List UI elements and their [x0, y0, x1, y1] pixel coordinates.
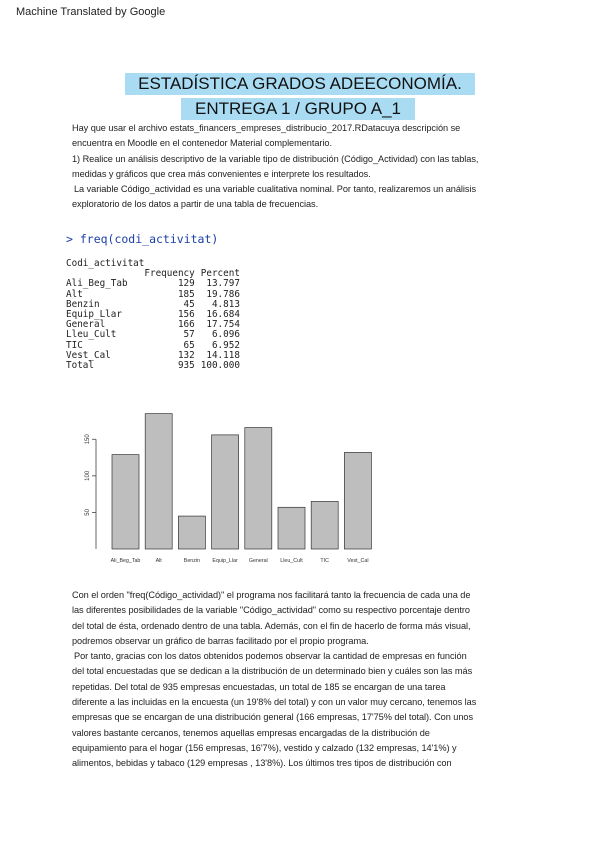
y-tick-label: 50 [85, 509, 91, 516]
percent-value: 100.000 [200, 360, 240, 372]
percent-value: 13.797 [206, 278, 240, 290]
text-line: las diferentes posibilidades de la variable "Código_actividad" como su respectivo porcentaje dentro [72, 605, 470, 616]
x-tick-label: TIC [320, 558, 329, 564]
bar-tic [311, 501, 338, 549]
text-line: podremos observar un gráfico de barras facilitado por el propio programa. [72, 635, 369, 646]
machine-translated-banner: Machine Translated by Google [16, 6, 166, 18]
text-line: valores bastante cercanos, tenemos aquellas empresas encargadas de la distribución de [72, 727, 430, 738]
category-label: Ali_Beg_Tab [66, 278, 128, 290]
frequency-value: 185 [177, 288, 195, 300]
bar-ali-beg-tab [112, 455, 139, 549]
text-line: repetidas. Del total de 935 empresas encuestadas, un total de 185 se encargan de una tarea [72, 681, 446, 692]
category-label: General [66, 319, 106, 331]
text-line: Hay que usar el archivo estats_financers_empreses_distribucio_2017.RDatacuya descripción se [72, 123, 461, 133]
text-line: Por tanto, gracias con los datos obtenidos podemos observar la cantidad de empresas en función [74, 651, 467, 662]
percent-value: 6.096 [211, 329, 240, 341]
frequency-value: 65 [183, 339, 195, 351]
text-line: encuentra en Moodle en el contenedor Material complementario. [72, 138, 332, 149]
bar-lleu-cult [278, 507, 305, 549]
frequency-value: 166 [177, 319, 195, 331]
frequency-value: 132 [177, 349, 195, 361]
x-tick-label: Equip_Llar [212, 558, 238, 564]
text-line: Con el orden "freq(Código_actividad)" el programa nos facilitará tanto la frecuencia de cada una de [72, 590, 471, 600]
category-label: Alt [66, 288, 83, 300]
text-line: alimentos, bebidas y tabaco (129 empresas , 13'8%). Los últimos tres tipos de distribución con [72, 758, 452, 769]
variable-name: Codi_activitat [66, 258, 145, 269]
frequency-value: 156 [177, 309, 195, 321]
bar-benzin [178, 516, 205, 549]
x-tick-label: Ali_Beg_Tab [110, 558, 141, 564]
frequency-value: 45 [183, 298, 195, 310]
percent-value: 17.754 [206, 319, 240, 331]
y-tick-label: 100 [85, 470, 91, 481]
bar-vest-cal [344, 452, 371, 549]
document-subtitle: ENTREGA 1 / GRUPO A_1 [181, 98, 415, 120]
category-label: Total [66, 360, 94, 372]
percent-value: 16.684 [206, 309, 240, 321]
bar-general [245, 428, 272, 549]
x-tick-label: General [248, 558, 268, 564]
text-line: diferente a las incluidas en la encuesta (un 19'8% del total) y con un valor muy cercano, tenemos las [72, 697, 477, 708]
document-title: ESTADÍSTICA GRADOS ADEECONOMÍA. [125, 73, 475, 95]
intro-paragraph [72, 121, 542, 213]
x-tick-label: Lleu_Cult [280, 558, 303, 564]
text-line: del total de ésta, ordenado dentro de una tabla. Además, con el fin de hacerlo de forma más visual, [72, 620, 471, 631]
bar-chart [76, 402, 386, 577]
text-line: empresas que se encargan de una distribución general (166 empresas, 17'75% del total). Con unos [72, 712, 473, 723]
frequency-value: 935 [177, 360, 195, 372]
x-tick-label: Benzin [183, 558, 201, 564]
category-label: Equip_Llar [66, 309, 122, 321]
percent-value: 6.952 [211, 339, 240, 351]
x-tick-label: Vest_Cal [347, 558, 369, 564]
text-line: equipamiento para el hogar (156 empresas, 16'7%), vestido y calzado (132 empresas, 14'1%) y [72, 742, 457, 753]
bar-equip-llar [212, 435, 239, 549]
category-label: Lleu_Cult [66, 329, 117, 341]
text-line: del total encuestadas que se dedican a la distribución de un determinado bien y cuáles son las más [72, 666, 473, 677]
column-header-frequency: Frequency [144, 268, 195, 280]
x-tick-label: Alt [155, 558, 162, 564]
percent-value: 14.118 [206, 349, 240, 361]
text-line: exploratorio de los datos a partir de una tabla de frecuencias. [72, 199, 319, 210]
category-label: Benzin [66, 298, 100, 310]
percent-value: 19.786 [206, 288, 240, 300]
frequency-value: 57 [183, 329, 195, 341]
y-tick-label: 150 [85, 434, 91, 445]
table-total-row [66, 361, 240, 371]
r-command: > freq(codi_activitat) [66, 232, 219, 246]
percent-value: 4.813 [211, 298, 240, 310]
text-line: La variable Código_actividad es una variable cualitativa nominal. Por tanto, realizaremos un análisis [74, 184, 476, 195]
bar-alt [145, 414, 172, 549]
column-header-percent: Percent [200, 268, 240, 280]
analysis-paragraph [72, 588, 542, 772]
category-label: TIC [66, 339, 83, 351]
frequency-value: 129 [177, 278, 195, 290]
category-label: Vest_Cal [66, 349, 111, 361]
text-line: 1) Realice un análisis descriptivo de la variable tipo de distribución (Código_Actividad) con las tablas, [72, 153, 479, 164]
frequency-table [66, 259, 240, 371]
text-line: medidas y gráficos que crea más convenientes e interprete los resultados. [72, 168, 371, 179]
